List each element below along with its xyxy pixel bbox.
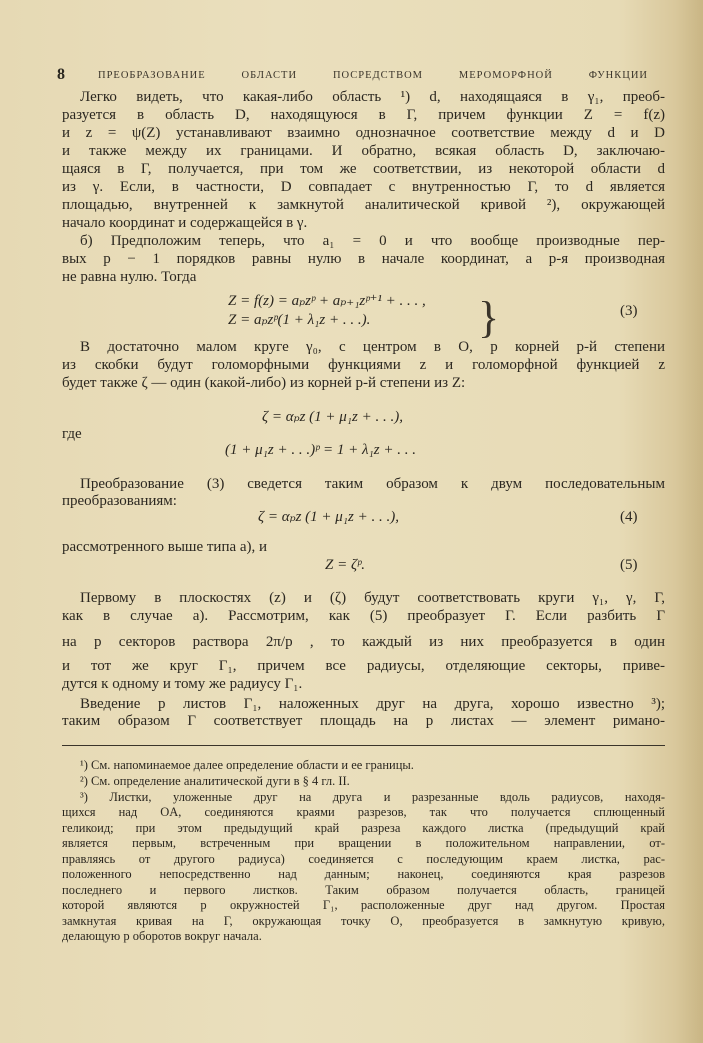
text-line: Преобразование (3) сведется таким образом к двум последовательным <box>80 476 665 492</box>
text-line: дутся к одному и тому же радиусу Γ₁. <box>62 676 303 692</box>
equation-label: (5) <box>620 557 638 573</box>
text-line: не равна нулю. Тогда <box>62 269 197 285</box>
text-line: будет также ζ — один (какой-либо) из корней p-й степени из Z: <box>62 375 466 391</box>
where-label: где <box>62 426 82 442</box>
footnote-3-line: последнего и первого листков. Таким образом получается область, границей <box>62 883 665 897</box>
text-line: и также между их границами. И обратно, всякая область D, заключаю- <box>62 143 665 159</box>
equation-label: (4) <box>620 509 638 525</box>
text-line: и z = ψ(Z) устанавливают взаимно однозначное соответствие между d и D <box>62 125 665 141</box>
text-line: из скобки будут голоморфными функциями z и голоморфной функцией z <box>62 357 665 373</box>
equation-zeta: ζ = αₚz (1 + μ₁z + . . .), <box>262 409 403 425</box>
text-line: разуется в область D, находящуюся в Γ, причем функции Z = f(z) <box>62 107 665 123</box>
equation-label: (3) <box>620 303 638 319</box>
text-line: Легко видеть, что какая-либо область ¹) d, находящаяся в γ₁, преоб- <box>80 89 665 105</box>
footnote-3-line: положенного непосредственно над данным; наконец, соединяются края разрезов <box>62 867 665 881</box>
running-title: ПРЕОБРАЗОВАНИЕ ОБЛАСТИ ПОСРЕДСТВОМ МЕРОМОРФНОЙ ФУНКЦИИ <box>98 70 648 81</box>
equation-4: ζ = αₚz (1 + μ₁z + . . .), <box>258 509 399 525</box>
text-line: Введение p листов Γ₁, наложенных друг на друга, хорошо известно ³); <box>80 696 665 712</box>
footnote-3-line: геликоид; при этом предыдущий край разреза каждого листка (предыдущий край <box>62 821 665 835</box>
text-line: площадью, внутренней к замкнутой аналитической кривой ²), окружающей <box>62 197 665 213</box>
text-line: начало координат и содержащейся в γ. <box>62 215 308 231</box>
text-line: Первому в плоскостях (z) и (ζ) будут соответствовать круги γ₁, γ, Γ, <box>80 590 665 606</box>
page-number: 8 <box>57 66 65 83</box>
text-line: б) Предположим теперь, что a₁ = 0 и что вообще производные пер- <box>80 233 665 249</box>
footnote-1: ¹) См. напоминаемое далее определение области и ее границы. <box>80 758 414 772</box>
footnote-2: ²) См. определение аналитической дуги в § 4 гл. II. <box>80 774 350 788</box>
footnote-3-line: делающую p оборотов вокруг начала. <box>62 929 262 943</box>
text-line: рассмотренного выше типа а), и <box>62 539 268 555</box>
text-line: преобразованиям: <box>62 493 177 509</box>
text-line: и тот же круг Γ₁, причем все радиусы, отделяющие секторы, приве- <box>62 658 665 674</box>
text-line: В достаточно малом круге γ₀, с центром в O, p корней p-й степени <box>80 339 665 355</box>
equation-3-line1: Z = f(z) = aₚzᵖ + aₚ₊₁zᵖ⁺¹ + . . . , <box>228 293 426 309</box>
text-line: из γ. Если, в частности, D совпадает с внутренностью Γ, то d является <box>62 179 665 195</box>
footnote-3-line: ³) Листки, уложенные друг на друга и разрезанные вдоль радиусов, находя- <box>80 790 665 804</box>
footnote-3-line: замкнутая кривая на Γ, окружающая точку O, преобразуется в замкнутую кривую, <box>62 914 665 928</box>
footnote-3-line: правляясь от другого радиуса) соединяется с последующим краем листка, рас- <box>62 852 665 866</box>
text-line: на p секторов раствора 2π/p , то каждый из них преобразуется в один <box>62 634 665 650</box>
footnote-3-line: щихся над OA, соединяются краями разрезов, так что получается сплющенный <box>62 805 665 819</box>
equation-3-line2: Z = aₚzᵖ(1 + λ₁z + . . .). <box>228 312 371 328</box>
brace: } <box>478 293 500 342</box>
footnote-3-line: которой являются p окружностей Γ₁, расположенные друг над другом. Простая <box>62 898 665 912</box>
text-line: щаяся в Γ, получается, при том же соответствии, из некоторой области d <box>62 161 665 177</box>
text-line: как в случае а). Рассмотрим, как (5) преобразует Γ. Если разбить Γ <box>62 608 665 624</box>
text-line: вых p − 1 порядков равны нулю в начале координат, а p-я производная <box>62 251 665 267</box>
equation-mu: (1 + μ₁z + . . .)ᵖ = 1 + λ₁z + . . . <box>225 442 416 458</box>
footnote-divider <box>62 745 665 746</box>
equation-5: Z = ζᵖ. <box>325 557 366 573</box>
text-line: таким образом Γ соответствует площадь на p листах — элемент римано- <box>62 713 665 729</box>
footnote-3-line: является первым, встреченным при вращении в положительном направлении, от- <box>62 836 665 850</box>
